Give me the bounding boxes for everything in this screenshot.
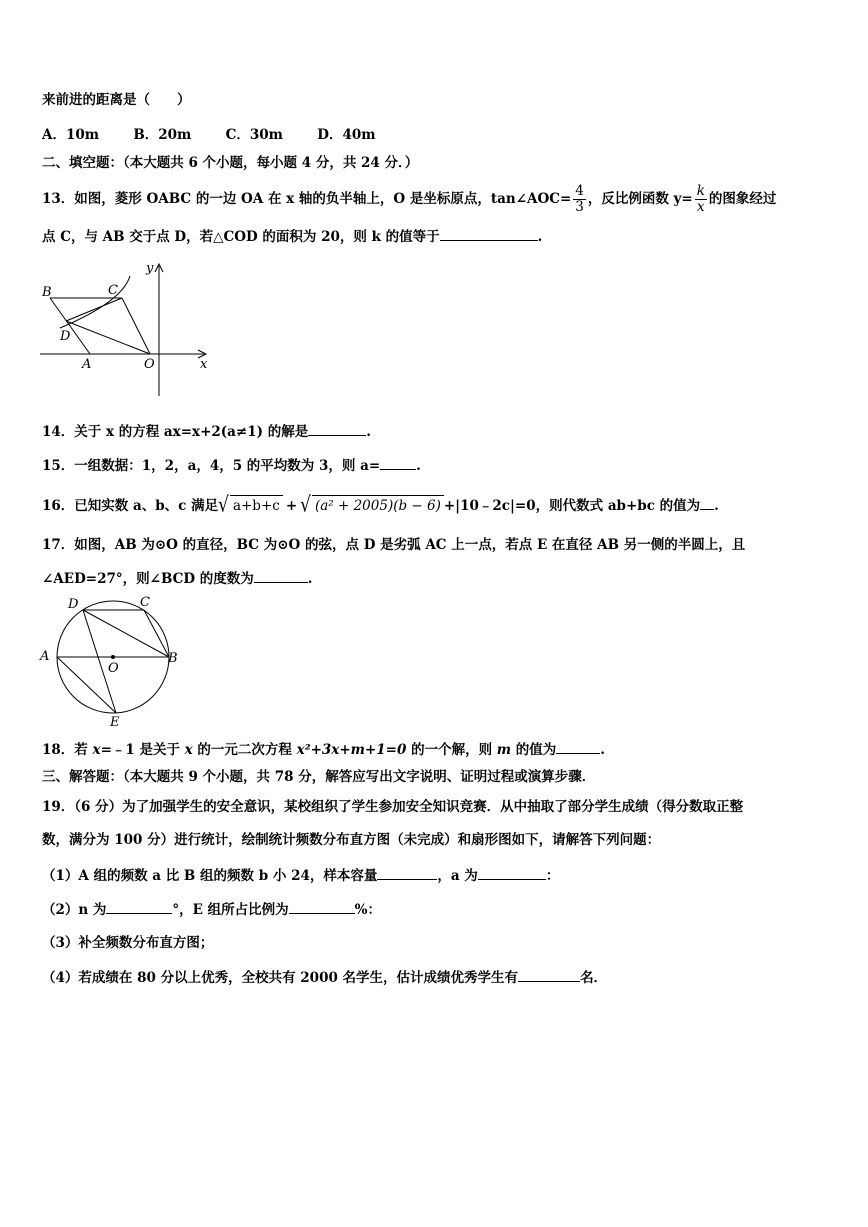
q19-p2-text-b: °，E 组所占比例为 bbox=[172, 902, 289, 918]
q13-text-a: 13．如图，菱形 OABC 的一边 OA 在 x 轴的负半轴上，O 是坐标原点，tan∠AOC= bbox=[42, 191, 572, 207]
q19-part2 bbox=[42, 899, 381, 920]
q13-period: . bbox=[537, 229, 543, 245]
q15 bbox=[42, 455, 421, 476]
q19-p4-text-b: 名． bbox=[580, 970, 608, 986]
q19-p1-text-a: （1）A 组的频数 a 比 B 组的频数 b 小 24，样本容量 bbox=[42, 868, 378, 884]
plus-sign: + bbox=[285, 498, 298, 514]
q16-period: . bbox=[714, 498, 719, 514]
x-denominator: x bbox=[697, 199, 705, 215]
q19-p2-text-c: %： bbox=[354, 902, 381, 918]
e-percent-blank[interactable] bbox=[289, 899, 355, 914]
segment-co bbox=[122, 298, 150, 354]
a-value-blank[interactable] bbox=[478, 865, 546, 880]
q18-text-b: =﹣1 是关于 bbox=[100, 742, 185, 758]
tan-numerator: 4 bbox=[575, 183, 584, 199]
label-o: O bbox=[108, 661, 119, 676]
q18-var-x: x bbox=[92, 742, 101, 758]
hyperbola-curve bbox=[60, 276, 130, 328]
q18 bbox=[42, 739, 605, 760]
label-d: D bbox=[60, 329, 71, 344]
q16-text-a: 16．已知实数 a、b、c 满足 bbox=[42, 498, 219, 514]
q16 bbox=[42, 492, 719, 518]
q18-text-e: 的值为 bbox=[511, 742, 557, 758]
q19-line2: 数，满分为 100 分）进行统计，绘制统计频数分布直方图（未完成）和扇形图如下，请解答下列问题： bbox=[42, 832, 661, 848]
q18-var-x2: x bbox=[184, 742, 193, 758]
label-c: C bbox=[140, 595, 150, 610]
k-over-x-fraction bbox=[695, 184, 707, 215]
q14-text: 14．关于 x 的方程 ax=x+2(a≠1) 的解是 bbox=[42, 424, 309, 440]
q19-part3: （3）补全频数分布直方图； bbox=[42, 935, 214, 951]
q12-option-a: A．10m bbox=[42, 127, 100, 143]
q19-p1-text-b: ，a 为 bbox=[437, 868, 478, 884]
q13-text-c: 的图象经过 bbox=[708, 191, 777, 207]
q17-line2 bbox=[42, 568, 312, 589]
label-x: x bbox=[200, 357, 208, 372]
q14-period: . bbox=[366, 424, 371, 440]
label-a: A bbox=[82, 357, 92, 372]
q19-p4-text-a: （4）若成绩在 80 分以上优秀，全校共有 2000 名学生，估计成绩优秀学生有 bbox=[42, 970, 519, 986]
q12-option-b: B．20m bbox=[133, 127, 192, 143]
sqrt-1-radicand: a+b+c bbox=[230, 495, 283, 516]
q13-line2 bbox=[42, 226, 542, 247]
sqrt-2-radicand: (a² + 2005)(b − 6) bbox=[312, 495, 444, 516]
q12-options bbox=[42, 125, 406, 145]
sample-size-blank[interactable] bbox=[377, 865, 437, 880]
label-c: C bbox=[108, 283, 118, 298]
section3-heading: 三、解答题：（本大题共 9 个小题，共 78 分，解答应写出文字说明、证明过程或演算步骤． bbox=[42, 769, 596, 785]
q14-answer-blank[interactable] bbox=[308, 421, 366, 436]
tan-denominator: 3 bbox=[575, 199, 584, 215]
label-b: B bbox=[42, 285, 52, 300]
q12-option-c: C．30m bbox=[225, 127, 283, 143]
q18-text-d: 的一个解，则 bbox=[406, 742, 497, 758]
q16-text-b: +|10﹣2c|=0，则代数式 ab+bc 的值为 bbox=[443, 498, 701, 514]
label-o: O bbox=[144, 357, 155, 372]
label-y: y bbox=[146, 261, 154, 276]
q13-text-line2: 点 C，与 AB 交于点 D，若△COD 的面积为 20，则 k 的值等于 bbox=[42, 229, 440, 245]
q19-part1 bbox=[42, 865, 559, 886]
n-value-blank[interactable] bbox=[106, 899, 172, 914]
q19-p1-text-c: ： bbox=[545, 868, 560, 884]
q17-line1: 17．如图，AB 为⊙O 的直径，BC 为⊙O 的弦，点 D 是劣弧 AC 上一点，若点 E 在直径 AB 另一侧的半圆上，且 bbox=[42, 537, 746, 553]
tan-fraction bbox=[573, 184, 586, 215]
q17-text-line2: ∠AED=27°，则∠BCD 的度数为 bbox=[42, 571, 254, 587]
q18-period: . bbox=[600, 742, 605, 758]
segment-ba bbox=[50, 298, 90, 354]
q15-text: 15．一组数据：1，2，a，4，5 的平均数为 3，则 a= bbox=[42, 458, 381, 474]
q13-text-b: ，反比例函数 y= bbox=[587, 191, 693, 207]
q12-tail: 来前进的距离是（ ） bbox=[42, 92, 191, 108]
q19-p2-text-a: （2）n 为 bbox=[42, 902, 107, 918]
k-numerator: k bbox=[696, 183, 705, 199]
q17-period: . bbox=[307, 571, 313, 587]
figure-17-circle bbox=[36, 592, 186, 730]
q13-answer-blank[interactable] bbox=[440, 226, 538, 241]
center-dot bbox=[111, 655, 115, 659]
segment-cd bbox=[66, 298, 122, 321]
label-b: B bbox=[168, 651, 178, 666]
q18-answer-blank[interactable] bbox=[556, 739, 600, 754]
q14 bbox=[42, 421, 371, 442]
label-d: D bbox=[68, 597, 79, 612]
sqrt-sign-2: √ bbox=[300, 492, 311, 518]
q15-answer-blank[interactable] bbox=[380, 455, 416, 470]
q19-part4 bbox=[42, 967, 607, 988]
section2-heading: 二、填空题：（本大题共 6 个小题，每小题 4 分，共 24 分．） bbox=[42, 155, 419, 171]
q19-line1: 19．（6 分）为了加强学生的安全意识，某校组织了学生参加安全知识竞赛．从中抽取了部分学生成绩（得分数取正整 bbox=[42, 799, 744, 815]
sqrt-sign-1: √ bbox=[218, 492, 229, 518]
q18-equation: x²+3x+m+1=0 bbox=[296, 742, 407, 758]
figure-13-rhombus bbox=[38, 258, 218, 398]
q15-period: . bbox=[416, 458, 421, 474]
q13-line1 bbox=[42, 184, 776, 215]
q18-var-m: m bbox=[496, 742, 512, 758]
label-a: A bbox=[40, 649, 50, 664]
q12-option-d: D．40m bbox=[317, 127, 376, 143]
label-e: E bbox=[110, 715, 120, 730]
q18-text-c: 的一元二次方程 bbox=[192, 742, 297, 758]
excellent-count-blank[interactable] bbox=[518, 967, 580, 982]
q16-answer-blank[interactable] bbox=[700, 495, 714, 510]
q17-answer-blank[interactable] bbox=[254, 568, 308, 583]
q18-text-a: 18．若 bbox=[42, 742, 93, 758]
